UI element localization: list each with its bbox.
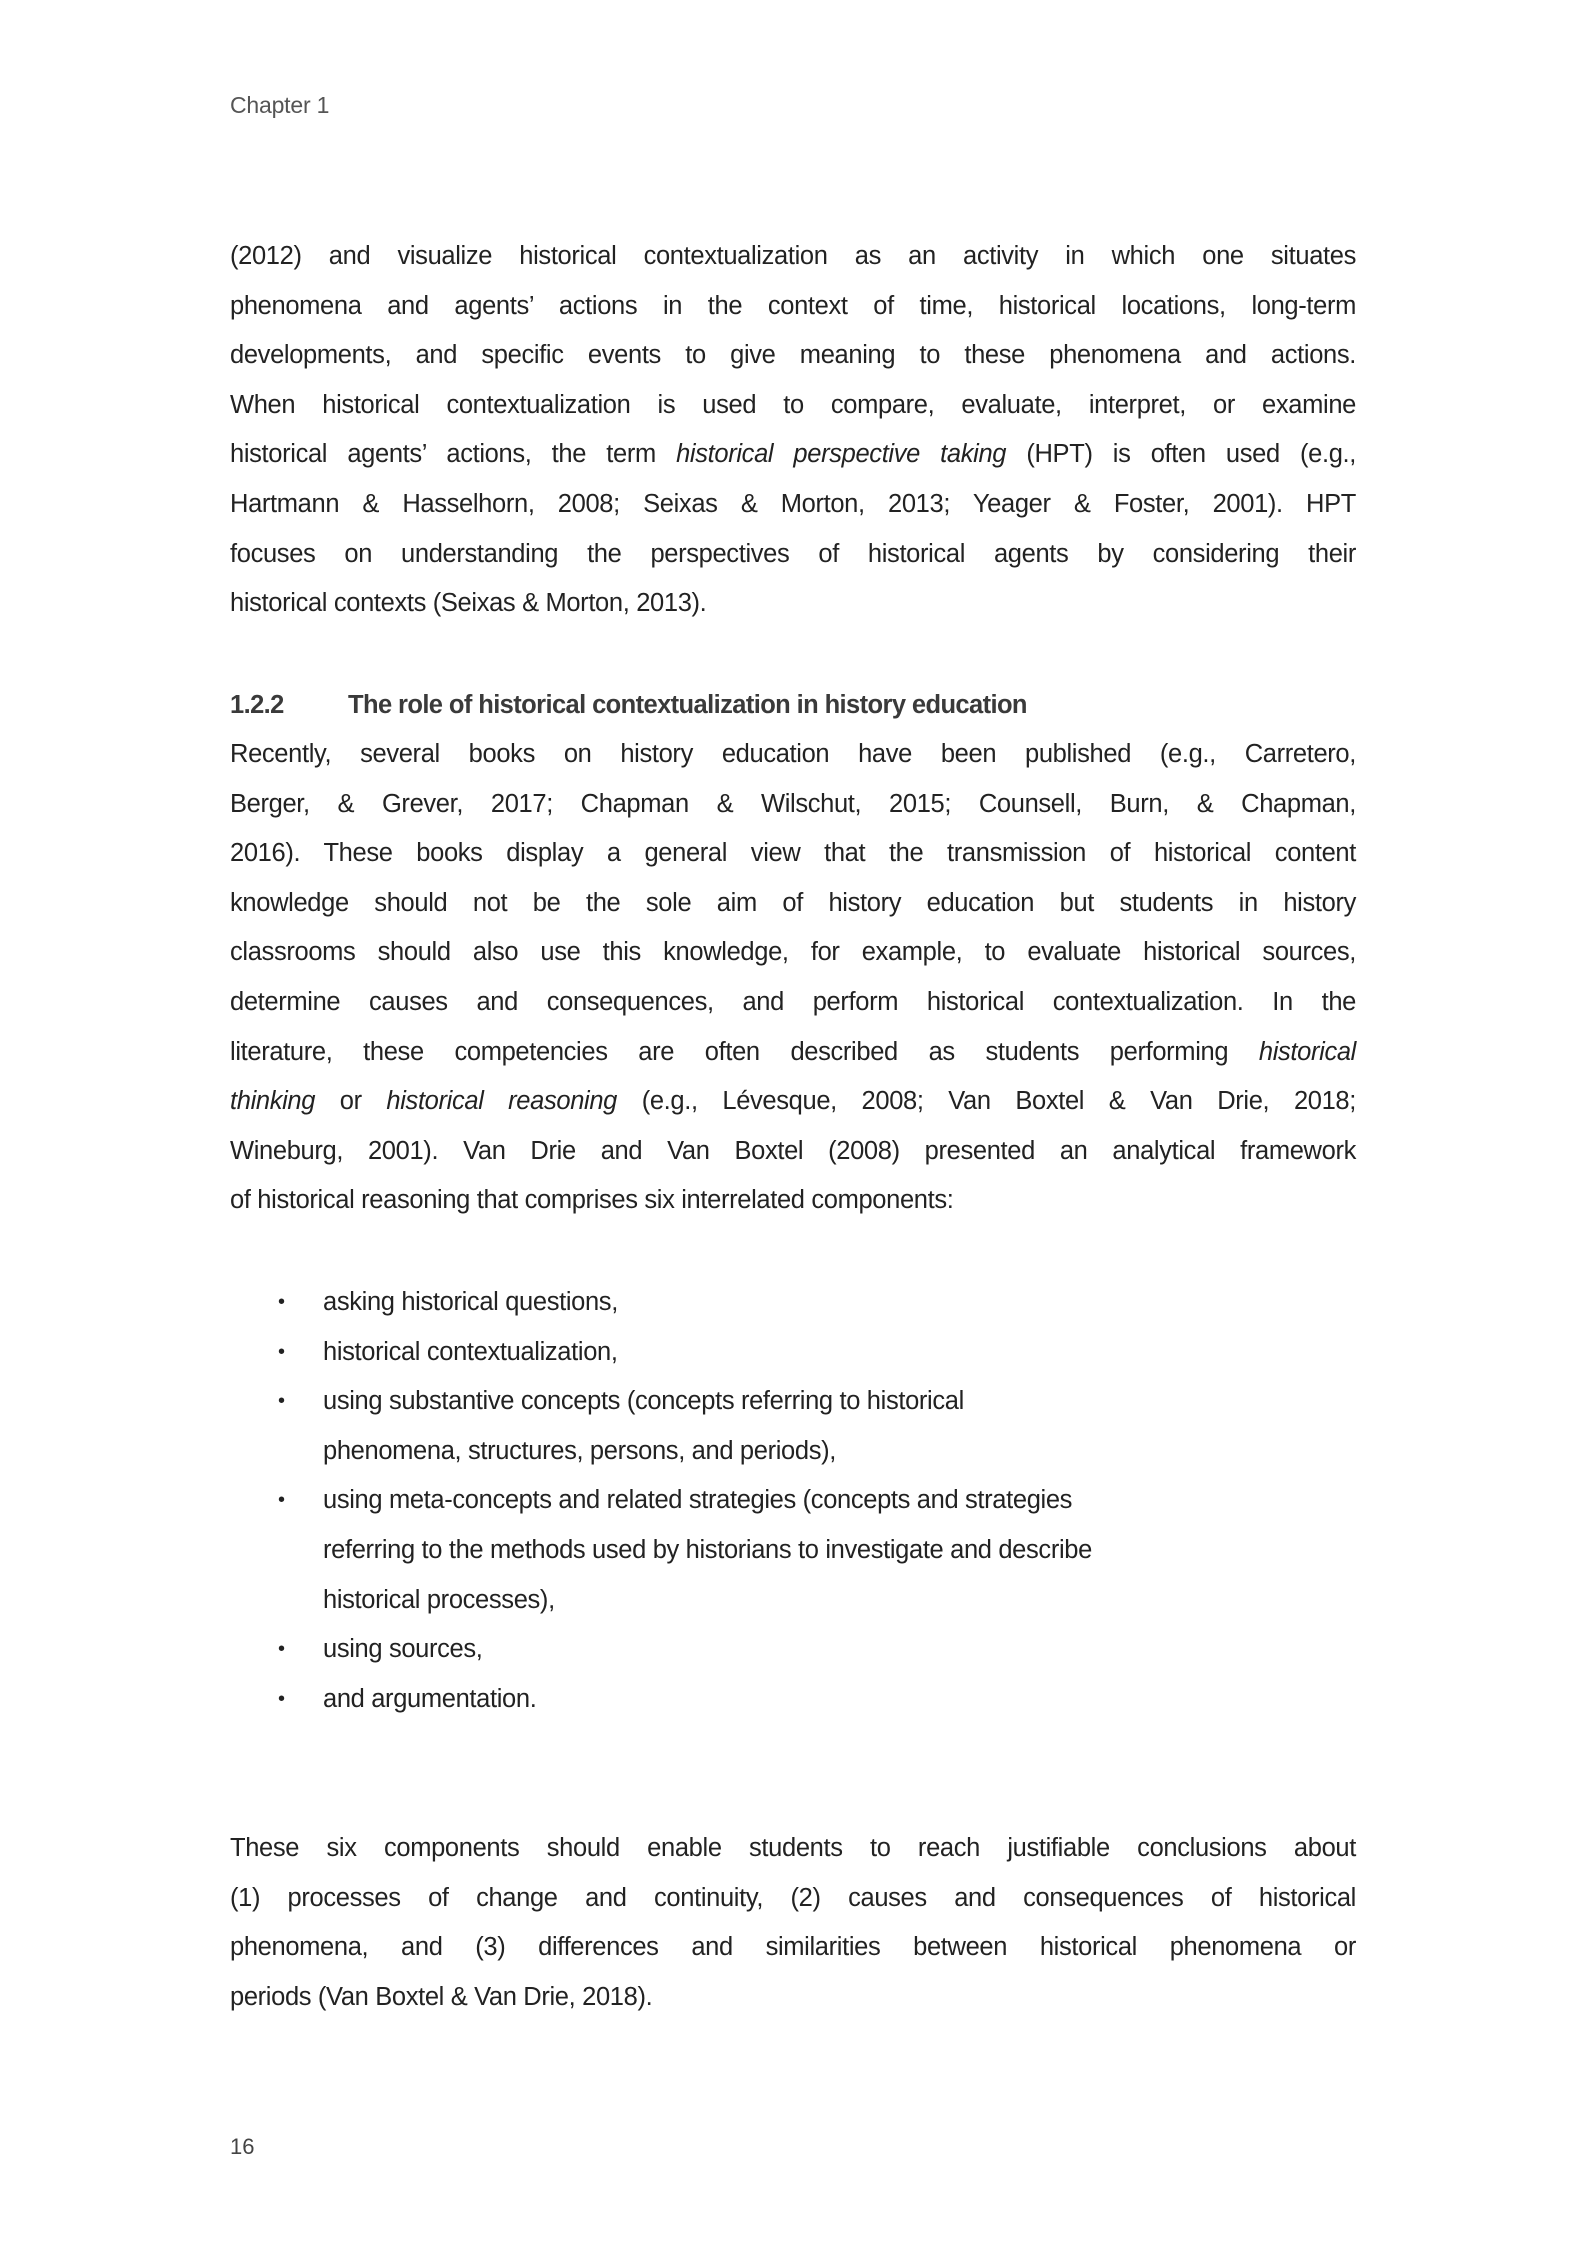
bullet-icon: • xyxy=(278,1687,286,1710)
text-line xyxy=(230,579,1356,629)
text-line xyxy=(230,530,1356,580)
text-run: periods (Van Boxtel & Van Drie, 2018). xyxy=(230,1982,653,2011)
paragraph-2 xyxy=(230,730,1356,1226)
text-line xyxy=(230,232,1356,282)
bullet-item xyxy=(230,1625,1356,1675)
paragraph-3 xyxy=(230,1824,1356,2022)
italic-term: historical reasoning xyxy=(386,1087,618,1116)
text-run: (2012) and visualize historical contextualization as an activity in which one situates xyxy=(230,242,1356,270)
text-run: classrooms should also use this knowledge, for example, to evaluate historical sources, xyxy=(230,938,1356,967)
text-line xyxy=(230,1077,1356,1127)
text-line xyxy=(230,1028,1356,1078)
bullet-text-line: historical processes), xyxy=(323,1585,555,1614)
text-run: When historical contextualization is used to compare, evaluate, interpret, or examine xyxy=(230,390,1356,419)
text-run: (1) processes of change and continuity, (2) causes and consequences of historical xyxy=(230,1883,1356,1912)
paragraph-1 xyxy=(230,232,1356,629)
bullet-item xyxy=(230,1675,1356,1725)
bullet-icon: • xyxy=(278,1340,286,1363)
text-line xyxy=(230,730,1356,780)
bullet-item xyxy=(230,1278,1356,1328)
running-head: Chapter 1 xyxy=(230,92,330,118)
bullet-text-line: referring to the methods used by historians to investigate and describe xyxy=(323,1535,1092,1564)
text-run: of historical reasoning that comprises six interrelated components: xyxy=(230,1186,954,1215)
section-number: 1.2.2 xyxy=(230,691,284,719)
text-line xyxy=(230,1973,1356,2023)
text-run: focuses on understanding the perspectives of historical agents by considering their xyxy=(230,539,1356,568)
text-line xyxy=(230,282,1356,332)
bullet-text-line: phenomena, structures, persons, and periods), xyxy=(323,1436,836,1465)
italic-term: historical xyxy=(1258,1037,1356,1066)
text-line xyxy=(230,780,1356,830)
text-line xyxy=(230,480,1356,530)
italic-term: thinking xyxy=(230,1087,316,1116)
bullet-text-line: using sources, xyxy=(323,1635,483,1664)
text-run: (e.g., Lévesque, 2008; Van Boxtel & Van Drie, 2018; xyxy=(617,1087,1357,1116)
text-run: 2016). These books display a general view that the transmission of historical content xyxy=(230,839,1356,868)
bullet-icon: • xyxy=(278,1291,286,1313)
text-line xyxy=(230,1874,1356,1924)
text-line xyxy=(230,430,1356,480)
text-run: Recently, several books on history education have been published (e.g., Carretero, xyxy=(230,740,1356,768)
bullet-item xyxy=(230,1377,1356,1476)
text-run: Wineburg, 2001). Van Drie and Van Boxtel (2008) presented an analytical framework xyxy=(230,1136,1356,1165)
text-line xyxy=(230,381,1356,431)
bullet-item xyxy=(230,1476,1356,1625)
text-run: historical agents’ actions, the term xyxy=(230,440,677,469)
text-line xyxy=(230,1824,1356,1874)
text-run: These six components should enable students to reach justifiable conclusions about xyxy=(230,1834,1356,1862)
bullet-item xyxy=(230,1328,1356,1378)
text-line xyxy=(230,1923,1356,1973)
text-run: Hartmann & Hasselhorn, 2008; Seixas & Morton, 2013; Yeager & Foster, 2001). HPT xyxy=(230,489,1356,518)
text-line xyxy=(230,1176,1356,1226)
text-line xyxy=(230,829,1356,879)
italic-term: historical perspective taking xyxy=(676,440,1007,469)
text-run: phenomena and agents’ actions in the context of time, historical locations, long-term xyxy=(230,291,1356,320)
text-run: Berger, & Grever, 2017; Chapman & Wilschut, 2015; Counsell, Burn, & Chapman, xyxy=(230,789,1356,818)
bullet-text-line: asking historical questions, xyxy=(323,1288,618,1316)
components-bullet-list xyxy=(230,1278,1356,1724)
text-line xyxy=(230,879,1356,929)
bullet-icon: • xyxy=(278,1390,286,1413)
text-run: phenomena, and (3) differences and similarities between historical phenomena or xyxy=(230,1933,1356,1962)
bullet-icon: • xyxy=(278,1638,286,1661)
bullet-icon: • xyxy=(278,1489,286,1512)
text-run: literature, these competencies are often described as students performing xyxy=(230,1037,1259,1066)
bullet-text-line: using meta-concepts and related strategies (concepts and strategies xyxy=(323,1486,1073,1515)
page-number: 16 xyxy=(230,2134,255,2159)
text-run: or xyxy=(315,1087,387,1116)
text-run: determine causes and consequences, and perform historical contextualization. In the xyxy=(230,987,1356,1016)
text-line xyxy=(230,928,1356,978)
text-run: developments, and specific events to give meaning to these phenomena and actions. xyxy=(230,341,1356,370)
text-run: knowledge should not be the sole aim of history education but students in history xyxy=(230,888,1356,917)
text-line xyxy=(230,1127,1356,1177)
text-line xyxy=(230,978,1356,1028)
bullet-text-line: using substantive concepts (concepts referring to historical xyxy=(323,1387,964,1416)
bullet-text-line: and argumentation. xyxy=(323,1684,537,1713)
section-heading xyxy=(230,680,1027,730)
text-run: historical contexts (Seixas & Morton, 2013). xyxy=(230,589,707,618)
text-line xyxy=(230,331,1356,381)
text-run: (HPT) is often used (e.g., xyxy=(1006,440,1357,469)
section-title: The role of historical contextualization in history education xyxy=(348,691,1027,719)
bullet-text-line: historical contextualization, xyxy=(323,1337,618,1366)
